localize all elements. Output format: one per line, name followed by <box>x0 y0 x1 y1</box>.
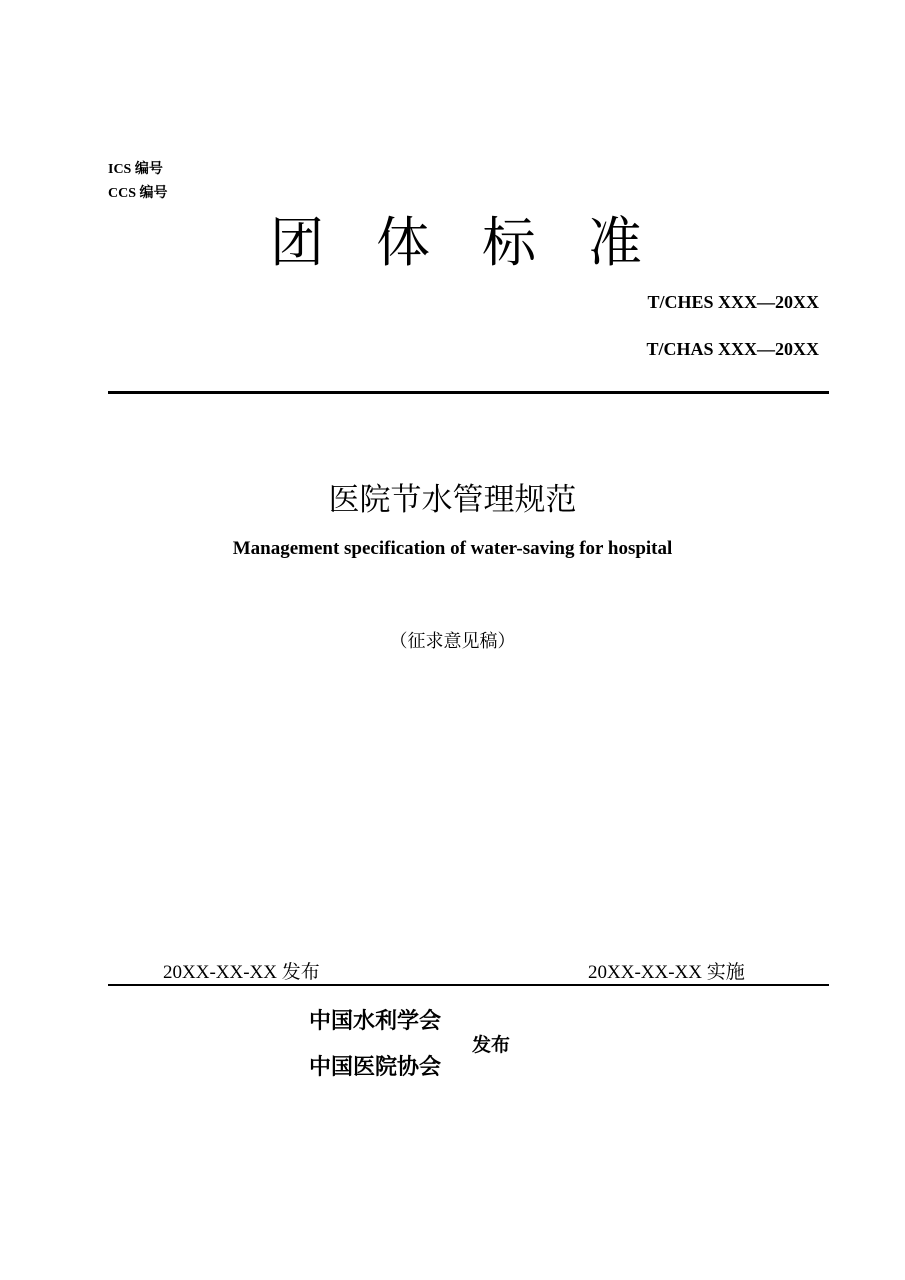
standard-number-ches: T/CHES XXX—20XX <box>647 292 819 312</box>
document-title-chinese: 医院节水管理规范 <box>328 482 577 518</box>
ccs-number-label: CCS 编号 <box>108 186 168 201</box>
publisher-org-water-resources: 中国水利学会 <box>309 1009 442 1034</box>
document-title-english: Management specification of water-saving for hospital <box>232 538 673 559</box>
standard-number-chas: T/CHAS XXX—20XX <box>646 339 819 359</box>
footer-divider <box>108 984 829 986</box>
publish-label: 发布 <box>472 1034 511 1056</box>
ics-number-label: ICS 编号 <box>108 162 163 177</box>
publisher-org-hospital-association: 中国医院协会 <box>309 1055 442 1080</box>
header-divider <box>108 391 829 394</box>
document-type-heading: 团体标准 <box>270 211 694 274</box>
draft-status-label: （征求意见稿） <box>389 631 516 652</box>
implementation-date: 20XX-XX-XX 实施 <box>588 962 745 983</box>
issue-date: 20XX-XX-XX 发布 <box>163 962 320 983</box>
